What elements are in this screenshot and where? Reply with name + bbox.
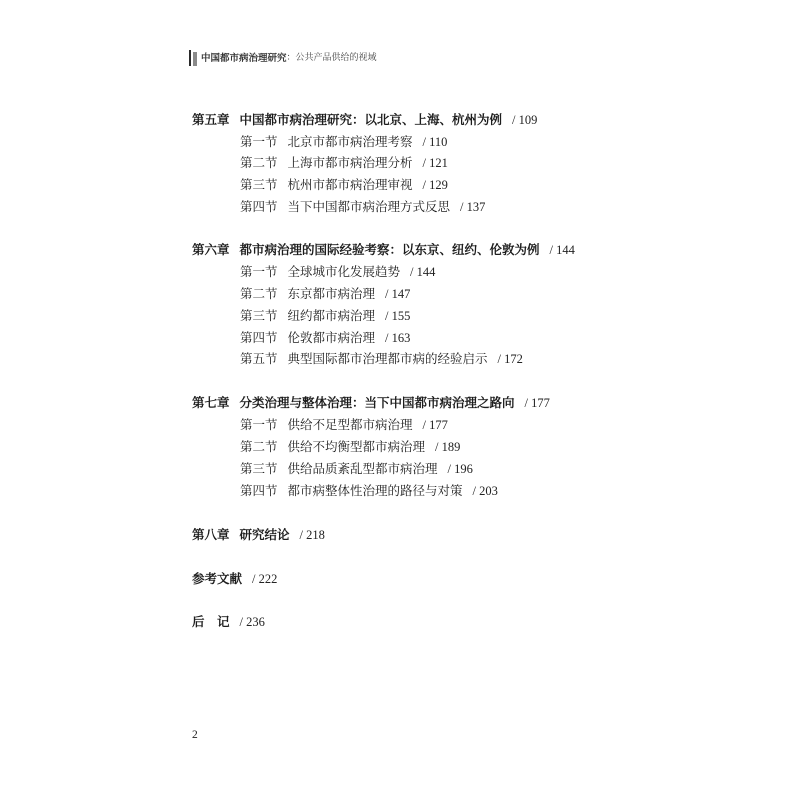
toc-section <box>240 461 473 477</box>
chapter-title: 研究结论 <box>239 527 290 542</box>
section-title: 杭州市都市病治理审视 <box>287 177 413 192</box>
toc-section <box>240 308 410 324</box>
toc-references <box>192 571 277 587</box>
chapter-label: 第八章 <box>192 527 230 542</box>
section-page-ref: / 177 <box>422 418 448 432</box>
section-title: 北京市都市病治理考察 <box>287 134 413 149</box>
section-title: 纽约都市病治理 <box>287 308 376 323</box>
toc-section <box>240 134 447 150</box>
section-page-ref: / 137 <box>460 200 486 214</box>
section-label: 第四节 <box>240 199 278 214</box>
toc-section <box>240 155 448 171</box>
toc-section <box>240 264 435 280</box>
section-title: 典型国际都市治理都市病的经验启示 <box>287 351 488 366</box>
section-label: 第四节 <box>240 483 278 498</box>
chapter-page-ref: / 109 <box>512 113 538 127</box>
toc-section <box>240 199 485 215</box>
toc-postscript <box>192 614 265 630</box>
toc-section <box>240 286 410 302</box>
toc-section <box>240 417 448 433</box>
chapter-label: 第七章 <box>192 395 230 410</box>
section-label: 第二节 <box>240 439 278 454</box>
section-title: 供给不均衡型都市病治理 <box>287 439 426 454</box>
section-title: 上海市都市病治理分析 <box>287 155 413 170</box>
chapter-label: 第五章 <box>192 112 230 127</box>
toc-chapter <box>192 242 575 258</box>
page-number: 2 <box>192 729 198 741</box>
section-title: 全球城市化发展趋势 <box>287 264 401 279</box>
toc-chapter <box>192 395 550 411</box>
section-title: 东京都市病治理 <box>287 286 376 301</box>
section-label: 第四节 <box>240 330 278 345</box>
chapter-page-ref: / 218 <box>299 528 325 542</box>
references-page-ref: / 222 <box>252 572 278 586</box>
chapter-page-ref: / 144 <box>549 243 575 257</box>
section-label: 第五节 <box>240 351 278 366</box>
section-title: 当下中国都市病治理方式反思 <box>287 199 451 214</box>
section-page-ref: / 144 <box>410 265 436 279</box>
section-label: 第一节 <box>240 417 278 432</box>
header-bar-icon <box>189 50 199 66</box>
toc-section <box>240 330 410 346</box>
section-title: 供给不足型都市病治理 <box>287 417 413 432</box>
postscript-label: 后 记 <box>192 614 230 629</box>
references-label: 参考文献 <box>192 571 243 586</box>
section-page-ref: / 110 <box>422 135 448 149</box>
chapter-title: 中国都市病治理研究：以北京、上海、杭州为例 <box>239 112 503 127</box>
chapter-page-ref: / 177 <box>524 396 550 410</box>
section-label: 第三节 <box>240 177 278 192</box>
toc-section <box>240 177 448 193</box>
section-page-ref: / 129 <box>422 178 448 192</box>
section-page-ref: / 163 <box>385 331 411 345</box>
running-head-title: 中国都市病治理研究 <box>201 53 287 64</box>
toc-chapter <box>192 527 325 543</box>
toc-section <box>240 351 523 367</box>
chapter-label: 第六章 <box>192 242 230 257</box>
running-head-subtitle: ：公共产品供给的视域 <box>286 53 377 63</box>
section-page-ref: / 155 <box>385 309 411 323</box>
section-page-ref: / 203 <box>472 484 498 498</box>
toc-section <box>240 483 498 499</box>
section-label: 第二节 <box>240 155 278 170</box>
section-label: 第一节 <box>240 134 278 149</box>
section-label: 第一节 <box>240 264 278 279</box>
chapter-title: 分类治理与整体治理：当下中国都市病治理之路向 <box>239 395 515 410</box>
section-label: 第二节 <box>240 286 278 301</box>
section-page-ref: / 189 <box>435 440 461 454</box>
section-label: 第三节 <box>240 308 278 323</box>
section-page-ref: / 147 <box>385 287 411 301</box>
toc-section <box>240 439 460 455</box>
section-title: 伦敦都市病治理 <box>287 330 376 345</box>
running-head <box>189 50 377 67</box>
section-page-ref: / 172 <box>497 352 523 366</box>
section-label: 第三节 <box>240 461 278 476</box>
section-page-ref: / 196 <box>447 462 473 476</box>
section-title: 都市病整体性治理的路径与对策 <box>287 483 463 498</box>
section-page-ref: / 121 <box>422 156 448 170</box>
chapter-title: 都市病治理的国际经验考察：以东京、纽约、伦敦为例 <box>239 242 540 257</box>
toc-chapter <box>192 112 537 128</box>
section-title: 供给品质紊乱型都市病治理 <box>287 461 438 476</box>
postscript-page-ref: / 236 <box>239 615 265 629</box>
